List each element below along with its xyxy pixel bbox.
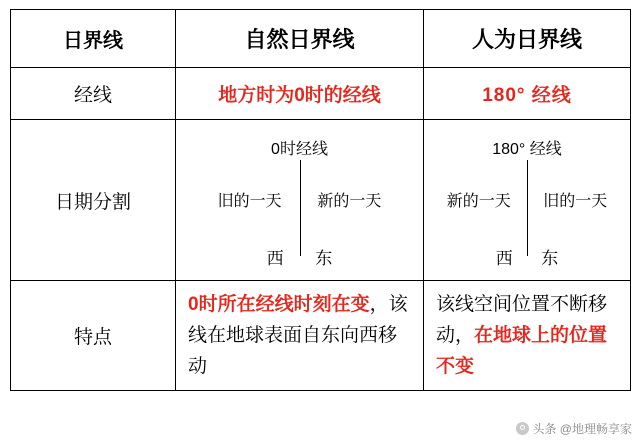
comparison-table [10,9,631,391]
document-page [0,9,640,441]
row-label-date-division: 日期分割 [11,120,176,281]
row-label-meridian: 经线 [11,68,176,120]
diagram-artificial-bottom-right-label: 东 [541,249,559,268]
feature-artificial-part1: 该线空间位置不断移动 [436,294,608,346]
table-row-meridian [11,68,631,120]
diagram-natural-top-label: 0时经线 [271,141,328,158]
diagram-natural [176,120,423,280]
feature-natural-part1: 0时所在经线时刻在变 [188,294,370,315]
diagram-natural-bottom-left-label: 西 [266,249,284,268]
feature-text-natural [176,281,423,390]
watermark [516,420,632,437]
watermark-logo-icon [516,422,529,435]
watermark-text: 头条 @地理畅享家 [532,422,632,436]
cell-natural-features [176,281,424,391]
diagram-artificial-divider-line [527,160,528,256]
table-header-row [11,10,631,68]
diagram-natural-left-label: 旧的一天 [217,193,282,210]
cell-artificial-diagram [424,120,631,281]
table-header-cell-2: 自然日界线 [176,10,424,68]
table-header-cell-3: 人为日界线 [424,10,631,68]
feature-artificial-part2: 在地球上的位置不变 [436,325,608,377]
diagram-artificial-top-label: 180° 经线 [492,141,562,158]
cell-natural-diagram [176,120,424,281]
diagram-natural-right-label: 新的一天 [317,193,382,210]
table-row-date-division [11,120,631,281]
cell-artificial-meridian: 180° 经线 [424,68,631,120]
diagram-artificial-right-label: 旧的一天 [543,193,608,210]
cell-artificial-features [424,281,631,391]
diagram-artificial [424,120,630,280]
row-label-features: 特点 [11,281,176,391]
feature-artificial-separator: ， [455,325,475,346]
diagram-artificial-bottom-left-label: 西 [495,249,513,268]
diagram-natural-divider-line [300,160,301,256]
diagram-artificial-left-label: 新的一天 [446,193,511,210]
diagram-natural-bottom-right-label: 东 [315,249,333,268]
table-header-cell-1: 日界线 [11,10,176,68]
feature-natural-part2: 该线在地球表面自东向西移动 [188,294,408,377]
feature-text-artificial [424,281,630,390]
cell-natural-meridian: 地方时为0时的经线 [176,68,424,120]
table-row-features [11,281,631,391]
feature-natural-separator: ， [369,294,389,315]
